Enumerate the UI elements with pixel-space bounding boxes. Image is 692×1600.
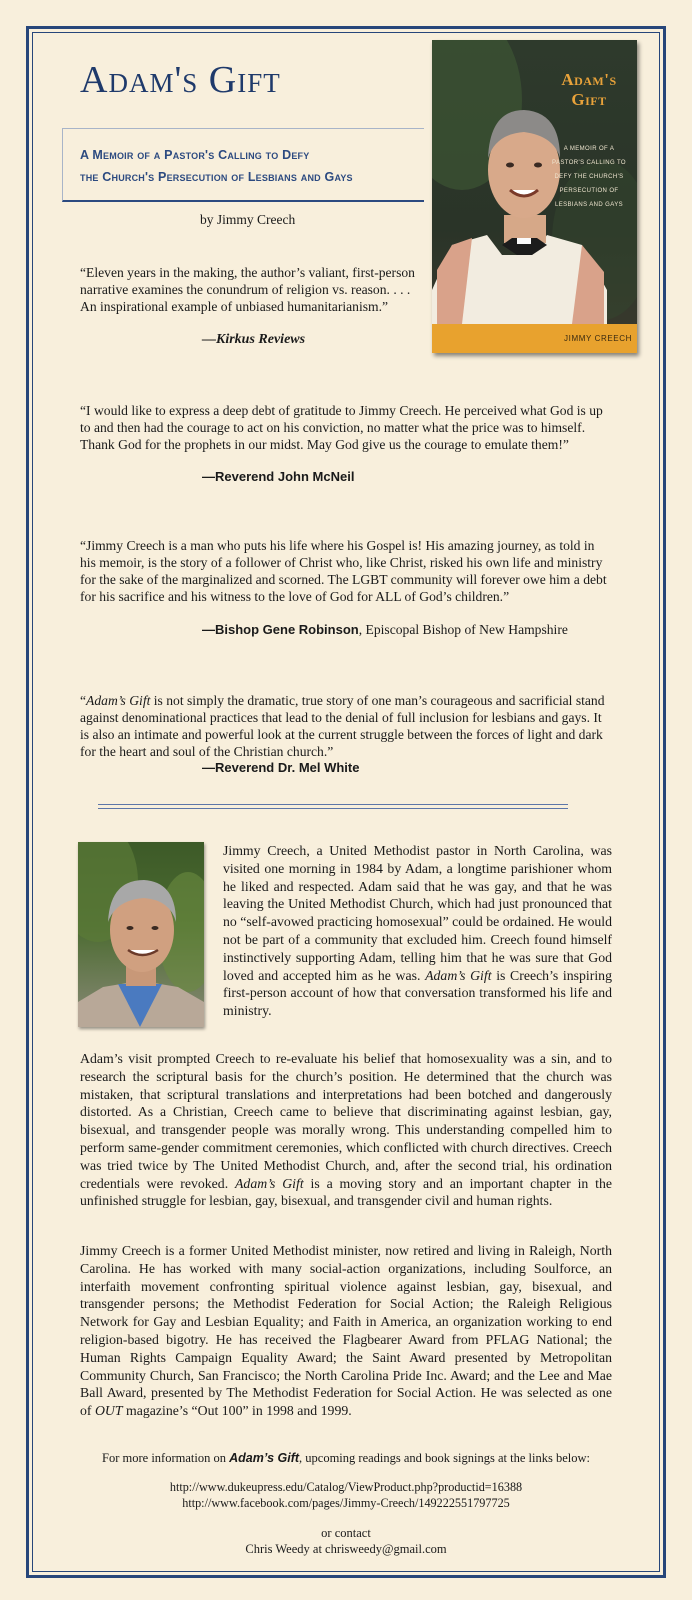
attribution-kirkus: —Kirkus Reviews: [202, 332, 306, 347]
author-portrait: [78, 842, 204, 1027]
page-title: Adam's Gift: [80, 59, 281, 101]
subtitle-line-1: A Memoir of a Pastor's Calling to Defy: [80, 148, 310, 162]
quote-white: “Adam’s Gift is not simply the dramatic, true story of one man’s courageous and sacrificial stand against denominational practices that lead to the denial of full inclusion for lesbians and gays. It is also an intimate and powerful look at the current struggle between the forces of light and dark for the heart and soul of the Christian church.”: [80, 693, 605, 759]
quote-mcneil: “I would like to express a deep debt of gratitude to Jimmy Creech. He perceived what God is up to and then had the courage to act on his conviction, no matter what the price was to himself. Thank God for the prophets in our midst. May God give us the courage to emulate them!”: [80, 403, 603, 452]
or-contact-text: or contact: [321, 1526, 371, 1540]
contact-email[interactable]: Chris Weedy at chrisweedy@gmail.com: [245, 1542, 447, 1556]
section-divider: [98, 804, 568, 809]
cover-author: JIMMY CREECH: [564, 334, 632, 343]
cover-title: Adam's Gift: [561, 70, 617, 109]
attribution-mcneil: —Reverend John McNeil: [202, 469, 355, 484]
book-cover-image: [432, 40, 637, 353]
more-info-text: For more information on Adam’s Gift, upcoming readings and book signings at the links below:: [102, 1451, 590, 1465]
book-subtitle: [80, 144, 420, 188]
link-dukeupress[interactable]: http://www.dukeupress.edu/Catalog/ViewProduct.php?productid=16388: [169, 1480, 523, 1494]
quote-kirkus: “Eleven years in the making, the author’s valiant, first-person narrative examines the conundrum of religion vs. reason. . . . An inspirational example of unbiased humanitarianism.”: [80, 265, 415, 314]
subtitle-line-2: the Church's Persecution of Lesbians and Gays: [80, 170, 353, 184]
paragraph-reevaluate: Adam’s visit prompted Creech to re-evaluate his belief that homosexuality was a sin, and to research the scriptural basis for the church’s position. He determined that the church was mistaken, that scriptural translations and interpretations had been botched and dangerously distorted. As a Christian, Creech came to believe that discriminating against lesbian, gay, bisexual, and transgender people was morally wrong. This understanding compelled him to perform same-gender commitment ceremonies, which conflicted with church directives. Creech was tried twice by The United Methodist Church, and, after the second trial, his ordination credentials were revoked. Adam’s Gift is a moving story and an important chapter in the unfinished struggle for lesbian, gay, bisexual, and transgender civil and human rights.: [80, 1051, 613, 1209]
link-facebook[interactable]: http://www.facebook.com/pages/Jimmy-Creech/149222551797725: [182, 1496, 510, 1510]
attribution-white: —Reverend Dr. Mel White: [202, 760, 360, 775]
portrait-illustration: [78, 842, 204, 1027]
quote-robinson: “Jimmy Creech is a man who puts his life where his Gospel is! His amazing journey, as told in his memoir, is the story of a follower of Christ who, like Christ, risked his own life and ministry for the sake of the marginalized and scorned. The LGBT community will forever owe him a debt for his sacrifice and his witness to the love of God for ALL of God’s children.”: [80, 538, 607, 604]
paragraph-intro: Jimmy Creech, a United Methodist pastor in North Carolina, was visited one morning in 1984 by Adam, a longtime parishioner whom he liked and respected. Adam said that he was gay, and that he was leaving the United Methodist Church, which had just pronounced that no “self-avowed practicing homosexual” could be ordained. He would not be part of a community that excluded him. Creech found himself instinctively supporting Adam, telling him that he was sure that God loved and accepted him as he was. Adam’s Gift is Creech’s inspiring first-person account of how that conversation transformed his life and ministry.: [223, 843, 612, 1019]
attribution-robinson: —Bishop Gene Robinson, Episcopal Bishop of New Hampshire: [202, 622, 568, 637]
paragraph-bio: Jimmy Creech is a former United Methodist minister, now retired and living in Raleigh, North Carolina. He has worked with many social-action organizations, including Soulforce, an interfaith movement confronting spiritual violence against lesbian, gay, bisexual, and transgender persons; the Methodist Federation for Social Action; the Raleigh Religious Network for Gay and Lesbian Equality; and Faith in America, an organization working to end religion-based bigotry. He has received the Flagbearer Award from PFLAG National; the Human Rights Campaign Equality Award; the Saint Award presented by Metropolitan Community Church, San Francisco; the North Carolina Pride Inc. Award; and the Lee and Mae Ball Award, presented by The Methodist Federation for Social Action. He was selected as one of OUT magazine’s “Out 100” in 1998 and 1999.: [80, 1243, 612, 1419]
cover-subtitle: A MEMOIR OF A PASTOR'S CALLING TO DEFY THE CHURCH'S PERSECUTION OF LESBIANS AND GAYS: [552, 146, 626, 208]
byline: by Jimmy Creech: [200, 212, 296, 227]
